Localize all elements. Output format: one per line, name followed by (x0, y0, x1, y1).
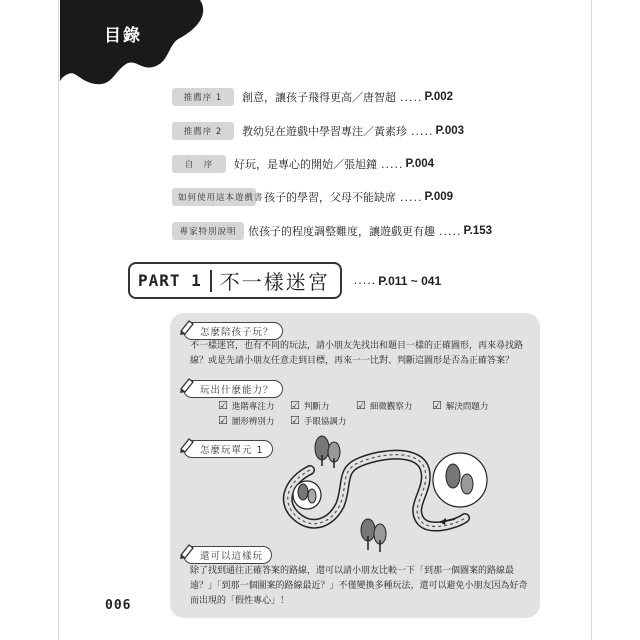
ability-item: ☑ 進階專注力 (218, 399, 275, 412)
tree-icon (315, 436, 340, 468)
toc-tag: 推薦序 2 (172, 122, 234, 140)
check-icon: ☑ (290, 399, 300, 412)
section-how-to-play-body: 不一樣迷宮，也有不同的玩法，請小朋友先找出和題目一樣的正確圖形，再來尋找路線？或是先請小朋友任意走到目標，再來一一比對、判斷這圖形是否為正確答案？ (190, 341, 524, 366)
section-pill (183, 440, 273, 458)
section-title: 還可以這樣玩 (200, 551, 264, 562)
ability-item: ☑ 判斷力 (290, 399, 330, 412)
pencil-icon (178, 318, 196, 336)
check-icon: ☑ (290, 414, 300, 427)
toc-page: P.003 (435, 125, 465, 137)
part-title: 不一樣迷宮 (219, 270, 330, 294)
section-more-heading (183, 546, 272, 564)
toc-row-4[interactable] (172, 188, 453, 206)
check-icon: ☑ (356, 399, 366, 412)
toc-page: P.002 (424, 91, 454, 103)
ability-item: ☑ 圖形辨別力 (218, 414, 275, 427)
toc-dots: ..... (381, 157, 404, 171)
toc-page: P.004 (405, 158, 435, 170)
toc-tag: 自 序 (172, 155, 226, 173)
ability-item: ☑ 解決問題力 (432, 399, 489, 412)
section-more-body: 除了找到通往正確答案的路線，還可以請小朋友比較一下「到那一個圖案的路線最遠？」「到那一個圖案的路線最近？」不僅變換多種玩法，還可以避免小朋友因為好奇而出現的「假性專心」！ (190, 566, 528, 606)
check-icon: ☑ (218, 414, 228, 427)
toc-dots: ..... (411, 124, 434, 138)
ability-item: ☑ 細微觀察力 (356, 399, 413, 412)
check-icon: ☑ (432, 399, 442, 412)
section-pill (183, 546, 272, 564)
section-title: 玩出什麼能力？ (200, 385, 274, 396)
toc-dots: ..... (400, 90, 423, 104)
toc-page: P.153 (463, 225, 493, 237)
part-label: PART 1 (138, 271, 202, 290)
toc-row-2[interactable] (172, 122, 464, 140)
toc-text: 依孩子的程度調整難度，讓遊戲更有趣 (248, 225, 435, 238)
part-box (128, 262, 342, 299)
toc-row-5[interactable] (172, 222, 492, 240)
toc-dots: ..... (439, 224, 462, 238)
part-heading[interactable] (128, 262, 441, 299)
check-icon: ☑ (218, 399, 228, 412)
pencil-icon (178, 542, 196, 560)
section-abilities-heading (183, 380, 283, 398)
toc-tag: 推薦序 1 (172, 88, 234, 106)
toc-text: 創意，讓孩子飛得更高／唐智超 (242, 91, 396, 104)
part-page-range: P.011 ~ 041 (378, 273, 442, 288)
ability-item: ☑ 手眼協調力 (290, 414, 347, 427)
part-divider (210, 270, 212, 292)
toc-text: 好玩，是專心的開始／張旭鐘 (234, 158, 377, 171)
section-how-to-play-heading (183, 322, 283, 340)
section-title: 怎麼玩單元 1 (200, 445, 264, 456)
page-number: 006 (105, 598, 132, 613)
page-title: 目錄 (104, 26, 142, 46)
toc-page: P.009 (424, 191, 454, 203)
toc-text: 孩子的學習，父母不能缺席 (264, 191, 396, 204)
toc-row-3[interactable] (172, 155, 434, 173)
section-example-heading (183, 440, 273, 458)
pencil-icon (178, 436, 196, 454)
toc-tag: 如何使用這本遊戲書 (172, 188, 256, 206)
toc-row-1[interactable] (172, 88, 453, 106)
section-pill (183, 322, 283, 340)
part-dots: ..... (353, 274, 377, 287)
pencil-icon (178, 376, 196, 394)
section-pill (183, 380, 283, 398)
toc-tag: 專家特別說明 (172, 222, 244, 240)
toc-text: 教幼兒在遊戲中學習專注／黃素珍 (242, 125, 407, 138)
maze-illustration (270, 430, 500, 560)
section-title: 怎麼陪孩子玩？ (200, 327, 274, 338)
toc-dots: ..... (400, 190, 423, 204)
